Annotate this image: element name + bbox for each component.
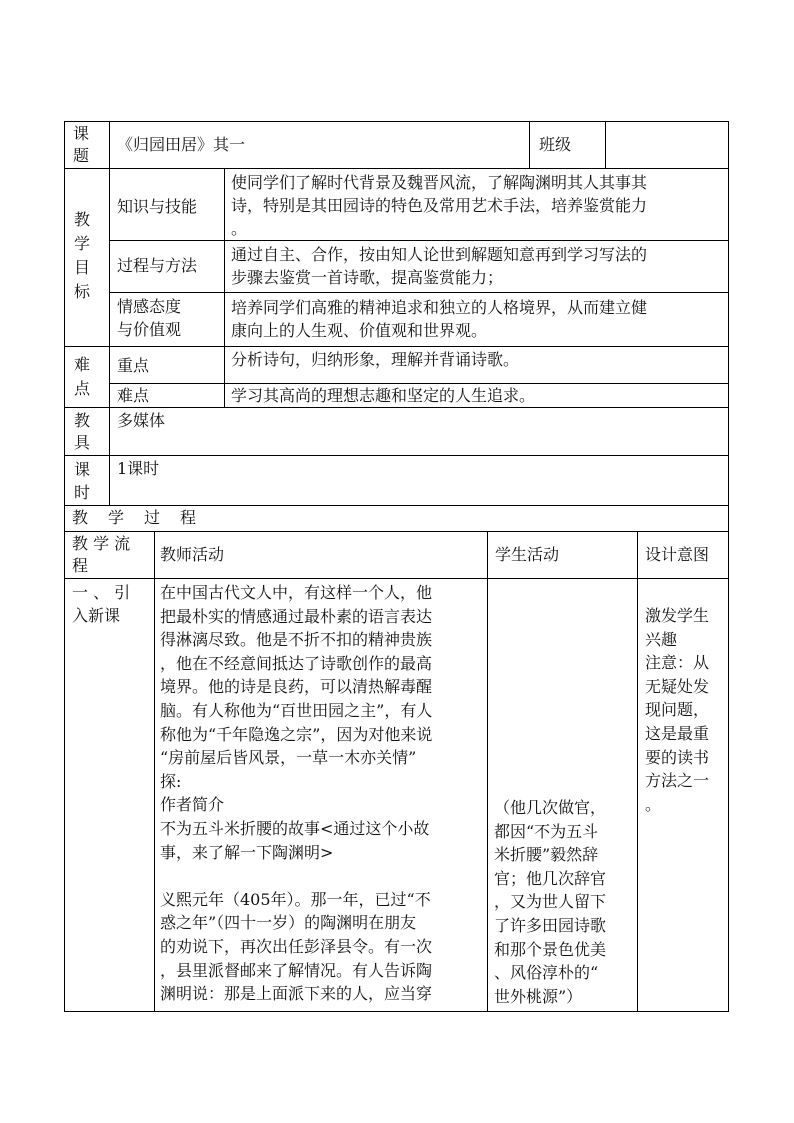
key-point-text: 分析诗句，归纳形象，理解并背诵诗歌。 <box>231 350 520 369</box>
teacher-text-line: 境界。他的诗是良药，可以清热解毒醒 <box>160 677 433 697</box>
student-text-line: 、风俗淳朴的“ <box>494 963 599 983</box>
grid-line <box>605 121 606 168</box>
topic-label-line1: 课 <box>73 124 90 143</box>
hours-label-2: 时 <box>74 483 91 502</box>
student-text-line: 米折腰”毅然辞 <box>494 845 599 865</box>
grid-line <box>64 121 728 122</box>
teacher-text-line: 探: <box>160 771 182 791</box>
teacher-text-line: 的劝说下，再次出任彭泽县令。有一次 <box>160 937 433 956</box>
objectives-label-2: 学 <box>74 234 91 253</box>
teacher-text-line: 义熙元年（405年）。那一年，已过“不 <box>160 889 431 909</box>
grid-line <box>529 121 530 168</box>
teacher-text-line: 称他为“千年隐逸之宗”，因为对他来说 <box>160 724 433 744</box>
grid-line <box>109 240 728 241</box>
design-text-line: 方法之一 <box>645 771 710 791</box>
hours-value: 1课时 <box>117 459 160 478</box>
design-text-line: 激发学生 <box>645 606 710 625</box>
student-text-line: 和那个景色优美 <box>494 939 607 959</box>
teacher-text-line: 脑。有人称他为“百世田园之主”，有人 <box>160 701 433 720</box>
student-text-line: 都因“不为五斗 <box>494 821 599 841</box>
grid-line <box>64 1011 728 1012</box>
process-method-label: 过程与方法 <box>117 256 198 275</box>
student-text-line: ，又为世人留下 <box>494 892 607 912</box>
student-text-line: （他几次做官， <box>494 798 607 817</box>
hours-label-1: 课 <box>74 460 91 479</box>
difficulty-label-2: 点 <box>74 379 91 398</box>
objectives-label-3: 目 <box>74 258 91 277</box>
objectives-label-4: 标 <box>74 282 91 301</box>
step1-flow-line1: 一 、 引 <box>72 583 131 602</box>
key-point-label: 重点 <box>117 356 150 375</box>
objectives-label-1: 教 <box>74 210 91 229</box>
grid-line <box>637 531 638 1012</box>
process-section-title: 教 学 过 程 <box>72 508 199 527</box>
grid-line <box>64 168 728 169</box>
teacher-text-line: 渊明说：那是上面派下来的人，应当穿 <box>160 984 433 1004</box>
teacher-activity-header: 教师活动 <box>160 545 225 564</box>
knowledge-label: 知识与技能 <box>117 197 198 216</box>
teacher-text-line: ，县里派督邮来了解情况。有人告诉陶 <box>160 960 433 980</box>
grid-line <box>224 168 225 407</box>
tools-value: 多媒体 <box>117 411 166 430</box>
flow-header-line1: 教 学 流 <box>72 534 131 553</box>
knowledge-line-1: 使同学们了解时代背景及魏晋风流，了解陶渊明其人其事其 <box>231 173 648 192</box>
teacher-text-line: ，他在不经意间抵达了诗歌创作的最高 <box>160 653 433 673</box>
design-text-line: 要的读书 <box>645 747 710 767</box>
grid-line <box>109 292 728 293</box>
grid-line <box>728 121 729 1012</box>
topic-label-line2: 题 <box>73 146 90 165</box>
grid-line <box>109 383 728 384</box>
grid-line <box>64 346 728 347</box>
teacher-text-line: 把最朴实的情感通过最朴素的语言表达 <box>160 606 433 626</box>
student-activity-header: 学生活动 <box>495 545 560 564</box>
student-text-line: 世外桃源”） <box>494 986 583 1006</box>
emotion-label-line1: 情感态度 <box>117 297 182 316</box>
teacher-text-line: “房前屋后皆风景，一草一木亦关情” <box>160 748 417 768</box>
teacher-text-line: 得淋漓尽致。他是不折不扣的精神贵族 <box>160 630 433 650</box>
grid-line <box>154 531 155 1012</box>
grid-line <box>109 121 110 505</box>
grid-line <box>64 578 728 579</box>
tools-label-2: 具 <box>74 433 91 452</box>
tools-label-1: 教 <box>74 411 91 430</box>
teacher-text-line: 不为五斗米折腰的故事<通过这个小故 <box>160 819 430 838</box>
design-text-line: 无疑处发 <box>645 676 710 696</box>
grid-line <box>64 505 728 506</box>
grid-line <box>64 531 728 532</box>
hard-point-label: 难点 <box>117 386 150 405</box>
teacher-text-line: 作者简介 <box>160 795 225 815</box>
emotion-line-1: 培养同学们高雅的精神追求和独立的人格境界，从而建立健 <box>231 298 648 317</box>
design-text-line: 兴趣 <box>645 629 678 649</box>
grid-line <box>64 455 728 456</box>
emotion-line-2: 康向上的人生观、价值观和世界观。 <box>231 321 488 340</box>
grid-line <box>487 531 488 1012</box>
hard-point-text: 学习其高尚的理想志趣和坚定的人生追求。 <box>231 386 536 405</box>
lesson-title: 《归园田居》其一 <box>117 135 246 154</box>
process-method-line-1: 通过自主、合作，按由知人论世到解题知意再到学习写法的 <box>231 245 648 264</box>
design-text-line: 这是最重 <box>645 724 710 743</box>
design-intent-header: 设计意图 <box>645 545 710 564</box>
design-text-line: 注意：从 <box>645 653 710 673</box>
emotion-label-line2: 与价值观 <box>117 320 182 339</box>
process-method-line-2: 步骤去鉴赏一首诗歌，提高鉴赏能力； <box>231 268 504 287</box>
design-text-line: 。 <box>645 794 662 814</box>
flow-header-line2: 程 <box>72 556 89 575</box>
knowledge-line-2: 诗，特别是其田园诗的特色及常用艺术手法，培养鉴赏能力 <box>231 196 648 215</box>
teacher-text-line: 惑之年”（四十一岁）的陶渊明在朋友 <box>160 913 417 933</box>
design-text-line: 现问题， <box>645 700 710 720</box>
student-text-line: 了许多田园诗歌 <box>494 916 607 935</box>
grid-line <box>64 407 728 408</box>
teacher-text-line: 事，来了解一下陶渊明> <box>160 842 334 862</box>
teacher-text-line: 在中国古代文人中，有这样一个人，他 <box>160 583 433 602</box>
grid-line <box>64 121 65 1012</box>
step1-flow-line2: 入新课 <box>72 606 121 625</box>
knowledge-line-3: 。 <box>231 219 248 238</box>
class-label: 班级 <box>539 135 572 154</box>
student-text-line: 官；他几次辞官 <box>494 868 607 888</box>
difficulty-label-1: 难 <box>74 355 91 374</box>
